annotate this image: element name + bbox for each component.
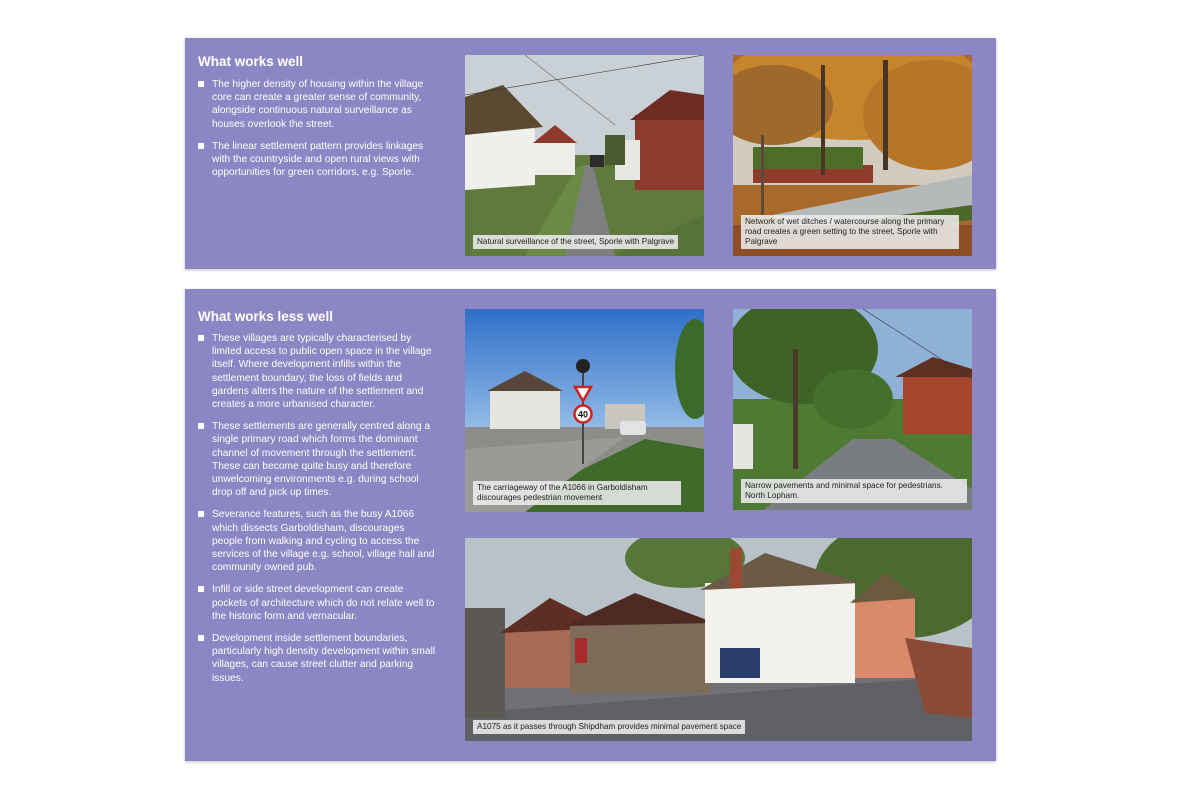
bullet-item: These settlements are generally centred along a single primary road which forms the dominant channel of movement through the settlement. These can become quite busy and therefore unwelcoming environments e.g. during school drop off and pick up times. [198, 420, 436, 499]
photo-shipdham-a1075 [465, 538, 972, 741]
photo-caption: Narrow pavements and minimal space for pedestrians. North Lopham. [741, 479, 967, 503]
photo-sporle-street [465, 55, 704, 256]
what-works-less-well-panel [185, 289, 996, 761]
photo-north-lopham [733, 309, 972, 510]
bullet-item: Severance features, such as the busy A1066 which dissects Garboldisham, discourages people from walking and cycling to access the services of the village e.g. school, village hall and community owned pub. [198, 508, 436, 574]
bullet-item: The higher density of housing within the village core can create a greater sense of community, alongside continuous natural surveillance as houses overlook the street. [198, 78, 436, 131]
photo-garboldisham-a1066 [465, 309, 704, 512]
photo-caption: A1075 as it passes through Shipdham provides minimal pavement space [473, 720, 745, 734]
photo-sporle-ditches [733, 55, 972, 256]
photo-caption: The carriageway of the A1066 in Garboldisham discourages pedestrian movement [473, 481, 681, 505]
bullet-item: These villages are typically characterised by limited access to public open space in the village itself. Where development infills within the settlement boundary, the loss of fields and gardens alters the nature of the settlement and creates a more urbanised character. [198, 332, 436, 411]
cottages-photo-illustration [465, 538, 972, 741]
bullet-item: Infill or side street development can create pockets of architecture which do not relate well to the historic form and vernacular. [198, 583, 436, 623]
section-heading: What works well [198, 54, 304, 69]
speed-limit-sign-text: 40 [577, 409, 589, 420]
section-heading: What works less well [198, 309, 334, 324]
street-photo-illustration [465, 55, 704, 256]
photo-caption: Natural surveillance of the street, Sporle with Palgrave [473, 235, 678, 249]
bullet-list [198, 78, 436, 188]
bullet-item: Development inside settlement boundaries, particularly high density development within small villages, can cause street clutter and parking issues. [198, 632, 436, 685]
bullet-list [198, 332, 436, 694]
bullet-item: The linear settlement pattern provides linkages with the countryside and open rural views with opportunities for green corridors, e.g. Sporle. [198, 140, 436, 180]
photo-caption: Network of wet ditches / watercourse along the primary road creates a green setting to the street, Sporle with Palgrave [741, 215, 959, 249]
what-works-well-panel [185, 38, 996, 269]
